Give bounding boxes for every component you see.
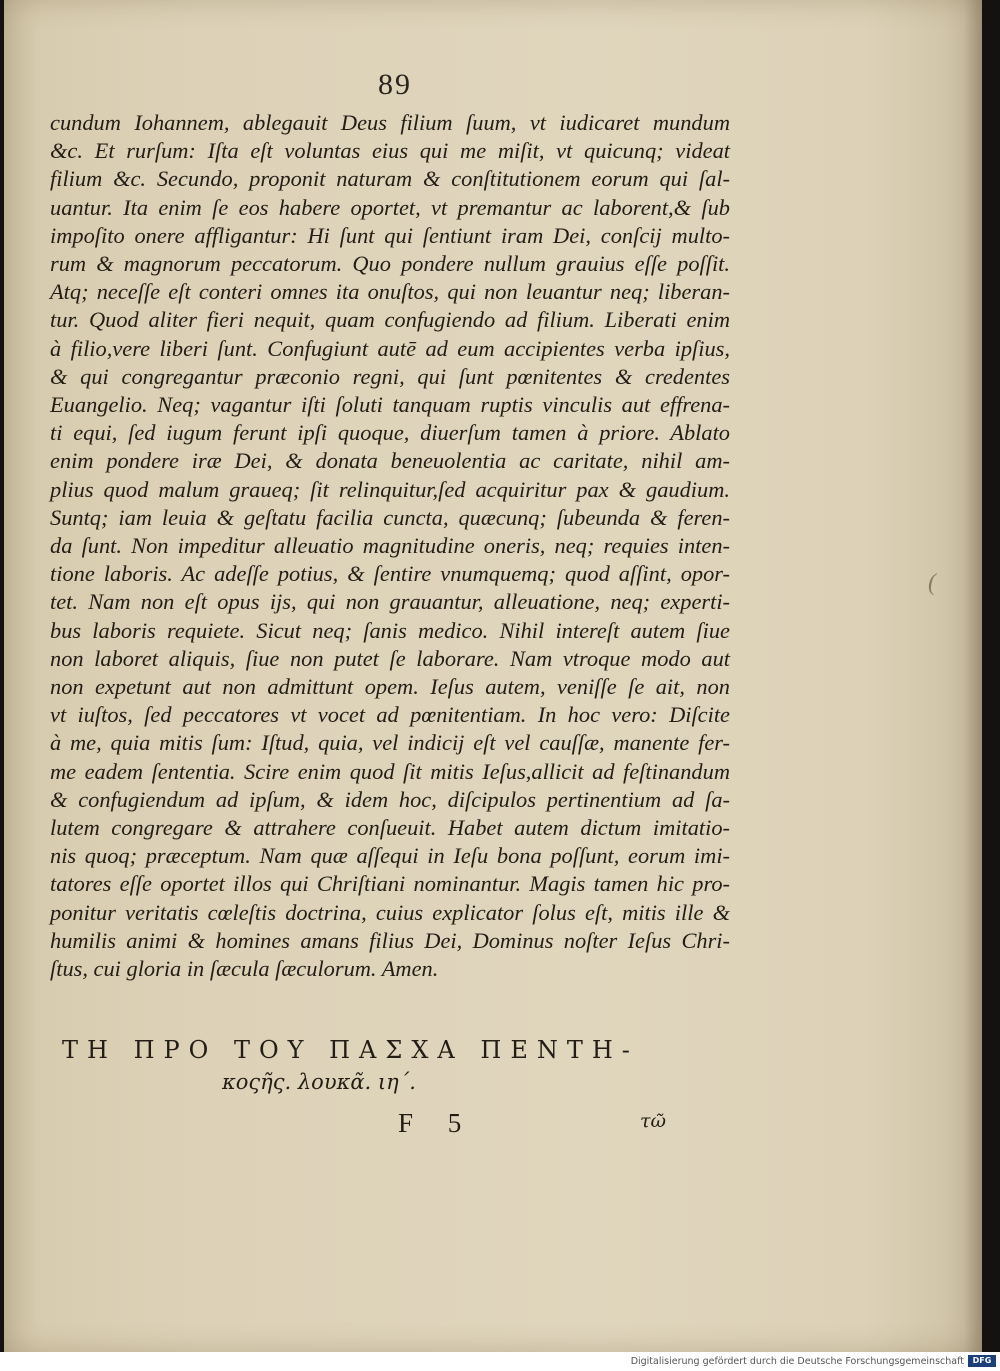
text-line: bus laboris requiete. Sicut neq; ſanis medico. Nihil intereſt autem ſiue	[50, 617, 730, 643]
text-line: tatores eſſe oportet illos qui Chriſtiani nominantur. Magis tamen hic pro-	[50, 871, 730, 897]
catchword: τῶ	[640, 1110, 667, 1132]
page-number: 89	[378, 68, 412, 101]
text-line: tione laboris. Ac adeſſe potius, & ſentire vnumquemq; quod aſſint, opor-	[50, 561, 730, 587]
text-line: à filio,vere liberi ſunt. Confugiunt autē ad eum accipientes verba ipſius,	[50, 335, 730, 361]
text-line: non expetunt aut non admittunt opem. Ieſus autem, veniſſe ſe ait, non	[50, 674, 730, 700]
text-line: Suntq; iam leuia & geſtatu facilia cuncta, quæcunq; ſubeunda & feren-	[50, 504, 730, 530]
section-subheading: κοςῆς. λουκᾶ. ιη΄.	[222, 1070, 416, 1094]
section-heading: ΤΗ ΠΡΟ ΤΟΥ ΠΑΣΧΑ ΠΕΝΤΗ-	[62, 1036, 639, 1064]
text-line: lutem congregare & attrahere conſueuit. Habet autem dictum imitatio-	[50, 815, 730, 841]
text-line: ponitur veritatis cœleſtis doctrina, cuius explicator ſolus eſt, mitis ille &	[50, 899, 730, 925]
text-line: cundum Iohannem, ablegauit Deus filium ſuum, vt iudicaret mundum	[50, 110, 730, 135]
text-line: impoſito onere affligantur: Hi ſunt qui ſentiunt iram Dei, conſcij multo-	[50, 222, 730, 248]
text-line: nis quoq; præceptum. Nam quæ aſſequi in Ieſu bona poſſunt, eorum imi-	[50, 843, 730, 869]
text-line: Euangelio. Neq; vagantur iſti ſoluti tanquam ruptis vinculis aut effrena-	[50, 392, 730, 418]
text-line: & qui congregantur præconio regni, qui ſunt pœnitentes & credentes	[50, 363, 730, 389]
text-line: me eadem ſententia. Scire enim quod ſit mitis Ieſus,allicit ad feſtinandum	[50, 758, 730, 784]
text-line: à me, quia mitis ſum: Iſtud, quia, vel indicij eſt vel cauſſæ, manente fer-	[50, 730, 730, 756]
text-line: ſtus, cui gloria in ſæcula ſæculorum. Amen.	[50, 956, 439, 982]
text-line: non laboret aliquis, ſiue non putet ſe laborare. Nam vtroque modo aut	[50, 645, 730, 671]
dfg-logo: DFG	[968, 1355, 996, 1367]
text-line: rum & magnorum peccatorum. Quo pondere nullum grauius eſſe poſſit.	[50, 251, 730, 277]
text-line: da ſunt. Non impeditur alleuatio magnitudine oneris, neq; requies inten-	[50, 533, 730, 559]
signature-mark: F 5	[398, 1108, 476, 1138]
text-line: vt iuſtos, ſed peccatores vt vocet ad pœnitentiam. In hoc vero: Diſcite	[50, 702, 730, 728]
body-text	[50, 109, 730, 983]
text-line: filium &c. Secundo, proponit naturam & conſtitutionem eorum qui ſal-	[50, 166, 730, 192]
text-line: plius quod malum graueq; ſit relinquitur,ſed acquiritur pax & gaudium.	[50, 476, 730, 502]
margin-mark: (	[928, 570, 936, 596]
text-line: & confugiendum ad ipſum, & idem hoc, diſcipulos pertinentium ad ſa-	[50, 786, 730, 812]
page-edge-shadow	[964, 0, 982, 1352]
text-line: &c. Et rurſum: Iſta eſt voluntas eius qui me miſit, vt quicunq; videat	[50, 138, 730, 164]
text-line: ti equi, ſed iugum ferunt ipſi quoque, diuerſum tamen à priore. Ablato	[50, 420, 730, 446]
text-line: tet. Nam non eſt opus ijs, qui non grauantur, alleuatione, neq; experti-	[50, 589, 730, 615]
footer-credit: Digitalisierung gefördert durch die Deutsche Forschungsgemeinschaft	[630, 1356, 964, 1367]
text-line: humilis animi & homines amans filius Dei, Dominus noſter Ieſus Chri-	[50, 927, 730, 953]
text-line: enim pondere iræ Dei, & donata beneuolentia ac caritate, nihil am-	[50, 448, 730, 474]
text-line: uantur. Ita enim ſe eos habere oportet, vt premantur ac laborent,& ſub	[50, 194, 730, 220]
text-line: tur. Quod aliter fieri nequit, quam confugiendo ad filium. Liberati enim	[50, 307, 730, 333]
text-line: Atq; neceſſe eſt conteri omnes ita onuſtos, qui non leuantur neq; liberan-	[50, 279, 730, 305]
